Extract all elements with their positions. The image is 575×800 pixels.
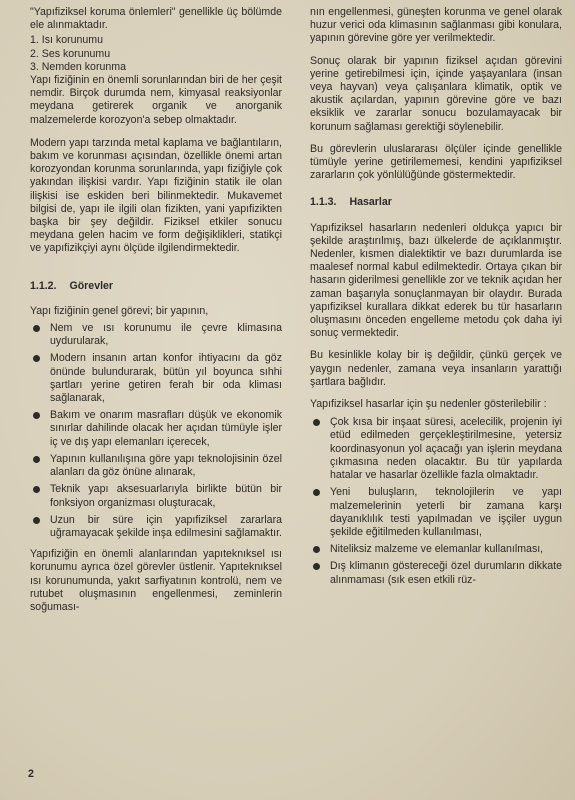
intro-paragraph: "Yapıfiziksel koruma önlemleri" genellikle üç bölümde ele alınmaktadır. [30, 6, 282, 32]
paragraph: Yapı fiziğinin en önemli sorunlarından biri de her çeşit nemdir. Birçok durumda nem, kimyasal reaksiyonlar meydana getirerek organik ve anorganik malzemelerde korozyon'a sebep olmaktadır. [30, 74, 282, 126]
list-item-text: Modern insanın artan konfor ihtiyacını da göz önünde bulundurarak, bütün yıl boyunca sıhhi şartları yerine getiren ferah bir oda kliması sağlanarak, [50, 352, 282, 405]
section-title: Hasarlar [349, 196, 392, 209]
bullet-icon [33, 456, 40, 463]
paragraph: Bu görevlerin uluslararası ölçüler içinde genellikle tümüyle yerine getirilememesi, kendini yapıfiziksel zararların çok yönlülüğünde göstermektedir. [310, 142, 562, 182]
paragraph: nın engellenmesi, güneşten korunma ve genel olarak huzur verici oda klimasının sağlanması gibi konulara, yapının görevine göre yer verilmektedir. [310, 6, 562, 45]
bullet-icon [33, 412, 40, 419]
paragraph: Sonuç olarak bir yapının fiziksel açıdan görevini yerine getirebilmesi için, içinde yaşayanlara (insan veya hayvan) veya çalışanlara klimatik, optik ve akustik açılardan, yapının görevine göre ve bazı eksiklik ve zararlar sonucu bozulamayacak bir korunum sağlaması gerektiği söylenebilir. [310, 54, 562, 133]
paragraph: Bu kesinlikle kolay bir iş değildir, çünkü gerçek ve yaygın nedenler, zamana veya insanların yarattığı şartlara bağlıdır. [310, 349, 562, 388]
protection-list [30, 34, 282, 74]
section-heading-gorevler [30, 280, 282, 293]
left-column [30, 6, 282, 623]
section-number: 1.1.3. [310, 196, 337, 209]
list-item-text: Uzun bir süre için yapıfiziksel zararlara uğramayacak şekilde inşa edilmesini sağlamaktır. [50, 513, 282, 539]
section-title: Görevler [69, 279, 114, 292]
damage-cause-list [310, 416, 562, 586]
list-item [310, 543, 562, 556]
list-item-text: Çok kısa bir inşaat süresi, acelecilik, projenin iyi etüd edilmeden gerçekleştirilmesine, yetersiz koordinasyonun yol açacağı yan işlerin meydana çıkmasına neden olacaktır. Bu tür yapılarda hatalar ve hasarlar özellikle fazla olmaktadır. [330, 416, 562, 482]
paragraph: Modern yapı tarzında metal kaplama ve bağlantıların, bakım ve korunması açısından, özellikle önemi artan korozyondan korunma sorunlarında, yapı fiziğiyle çok yakından ilişkisi vardır. Yapı fiziğinin statik ile olan ilişkisi ise eskiden beri bilinmektedir. Mukavemet bilgisi de, yapı ile ilgili olan fizikten, yani yapıfizikten başka bir şey değildir. Fiziksel etkiler sonucu meydana gelen hacim ve form değişiklikleri, statikçi ve yapıfizikçiyi aynı ölçüde ilgilendirmektedir. [30, 136, 282, 255]
list-item-text: Nem ve ısı korunumu ile çevre klimasına uydurularak, [50, 322, 282, 348]
paragraph: Yapı fiziğinin genel görevi; bir yapının, [30, 304, 209, 317]
list-item [30, 483, 282, 509]
protection-list-item: 1. Isı korunumu [30, 34, 104, 47]
list-item [30, 409, 282, 449]
right-column [310, 6, 562, 595]
page-number: 2 [28, 768, 34, 780]
list-item [310, 560, 562, 586]
section-number: 1.1.2. [30, 279, 57, 292]
list-item [30, 352, 282, 405]
list-item [30, 514, 282, 540]
paragraph: Yapıfiziksel hasarların nedenleri oldukça yapıcı bir şekilde araştırılmış, bazı ülkelerde de açıklanmıştır. Nedenler, kısmen dialektiktir ve bazı durumlarda ise maalesef normal kabul edilmektedir. Ortaya çıkan bir hasarın giderilmesi genellikle zor ve teknik açıdan her zaman başarıyla sonuçlanmayan bir olaydır. Burada yapıfiziksel kurallara dikkat ederek bu tür hasarların oluşmasını önceden engelleme metodu çok daha iyi sonuç vermektedir. [310, 221, 562, 340]
bullet-icon [313, 546, 320, 553]
list-item [30, 322, 282, 348]
bullet-icon [33, 355, 40, 362]
bullet-icon [313, 419, 320, 426]
list-item-text: Bakım ve onarım masrafları düşük ve ekonomik sınırlar dahilinde olacak her açıdan tümüyle işler iç ve dış yapı elemanları içerecek, [50, 409, 282, 448]
list-item-text: Yeni buluşların, teknolojilerin ve yapı malzemelerinin yeterli bir zamana karşı dayanıklılık testi yapılmadan ve işçiler uygun şekilde eğitilmeden kullanılması, [330, 486, 562, 538]
bullet-icon [313, 563, 320, 570]
bullet-icon [33, 486, 40, 493]
list-item-text: Niteliksiz malzeme ve elemanlar kullanılması, [330, 543, 544, 556]
list-item [310, 416, 562, 482]
list-item-text: Dış klimanın göstereceği özel durumların dikkate alınmaması (sık esen etkili rüz- [330, 560, 562, 586]
list-item-text: Teknik yapı aksesuarlarıyla birlikte bütün bir fonksiyon organizması oluşturacak, [50, 483, 282, 509]
paragraph: Yapıfiziksel hasarlar için şu nedenler gösterilebilir : [310, 398, 547, 411]
paragraph: Yapıfiziğin en önemli alanlarından yapıteknıksel ısı korunumu ayrıca özel görevler üstlenir. Yapıteknıksel ısı korunumunda, yakıt sarfiyatının kontrolü, nem ve rutubet oluşmasının engellenmesi, zeminlerin soğuması- [30, 548, 282, 613]
bullet-icon [313, 489, 320, 496]
protection-list-item: 2. Ses korunumu [30, 47, 111, 60]
section-heading-hasarlar [310, 196, 562, 209]
bullet-icon [33, 517, 40, 524]
protection-list-item: 3. Nemden korunma [30, 60, 126, 73]
list-item [30, 453, 282, 479]
task-bullet-list [30, 322, 282, 540]
list-item [310, 486, 562, 539]
bullet-icon [33, 325, 40, 332]
list-item-text: Yapının kullanılışına göre yapı teknolojisinin özel alanları da göz önüne alınarak, [50, 452, 282, 479]
